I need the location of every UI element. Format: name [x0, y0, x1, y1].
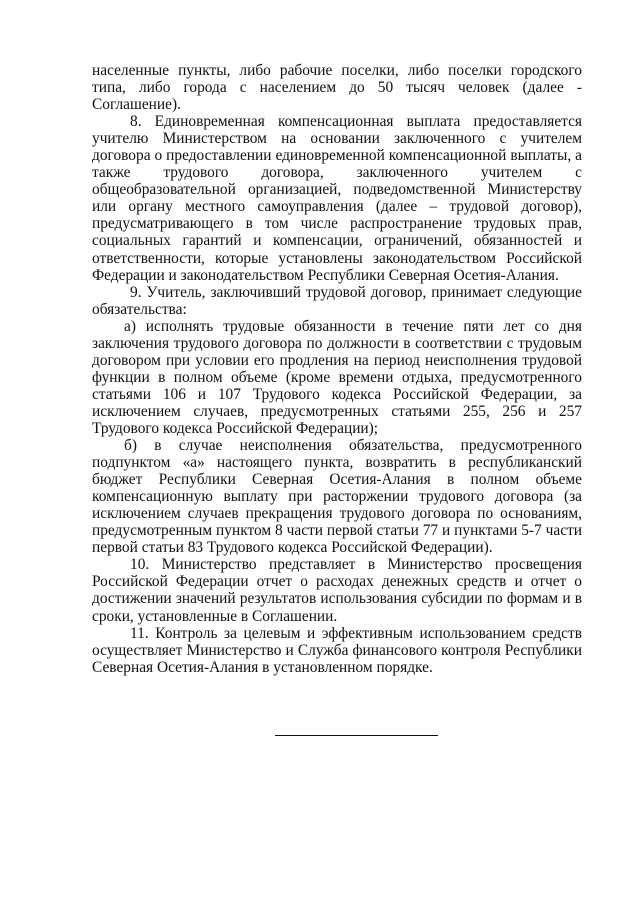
paragraph-9a: а) исполнять трудовые обязанности в течение пяти лет со дня заключения трудового договора по должности в соответствии с трудовым договором при условии его продления на период неисполнения трудовой функции в полном объеме (кроме времени отдыха, предусмотренного статьями 106 и 107 Трудового кодекса Российской Федерации, за исключением случаев, предусмотренных статьями 255, 256 и 257 Трудового кодекса Российской Федерации);: [92, 317, 582, 437]
paragraph-9b: б) в случае неисполнения обязательства, предусмотренного подпунктом «а» настоящего пункта, возвратить в республиканский бюджет Республики Северная Осетия-Алания в полном объеме компенсационную выплату при расторжении трудового договора (за исключением случаев прекращения трудового договора по основаниям, предусмотренным пунктом 8 части первой статьи 77 и пунктами 5-7 части первой статьи 83 Трудового кодекса Российской Федерации).: [92, 437, 582, 557]
paragraph-9: 9. Учитель, заключивший трудовой договор, принимает следующие обязательства:: [92, 283, 582, 318]
paragraph-8: 8. Единовременная компенсационная выплата предоставляется учителю Министерством на основании заключенного с учителем договора о предоставлении единовременной компенсационной выплаты, а также трудового договора, заключенного учителем с общеобразовательной организацией, подведомственной Министерству или органу местного самоуправления (далее – трудовой договор), предусматривающего в том числе распространение трудовых прав, социальных гарантий и компенсации, ограничений, обязанностей и ответственности, которые установлены законодательством Российской Федерации и законодательством Республики Северная Осетия-Алания.: [92, 113, 582, 284]
paragraph-11: 11. Контроль за целевым и эффективным использованием средств осуществляет Министерство и Служба финансового контроля Республики Северная Осетия-Алания в установленном порядке.: [92, 624, 582, 676]
document-page: [92, 62, 582, 676]
closing-divider-line: [275, 735, 438, 736]
paragraph-continuation: населенные пункты, либо рабочие поселки, либо поселки городского типа, либо города с населением до 50 тысяч человек (далее - Соглашение).: [92, 62, 582, 114]
paragraph-10: 10. Министерство представляет в Министерство просвещения Российской Федерации отчет о расходах денежных средств и отчет о достижении значений результатов использования субсидии по формам и в сроки, установленные в Соглашении.: [92, 556, 582, 625]
